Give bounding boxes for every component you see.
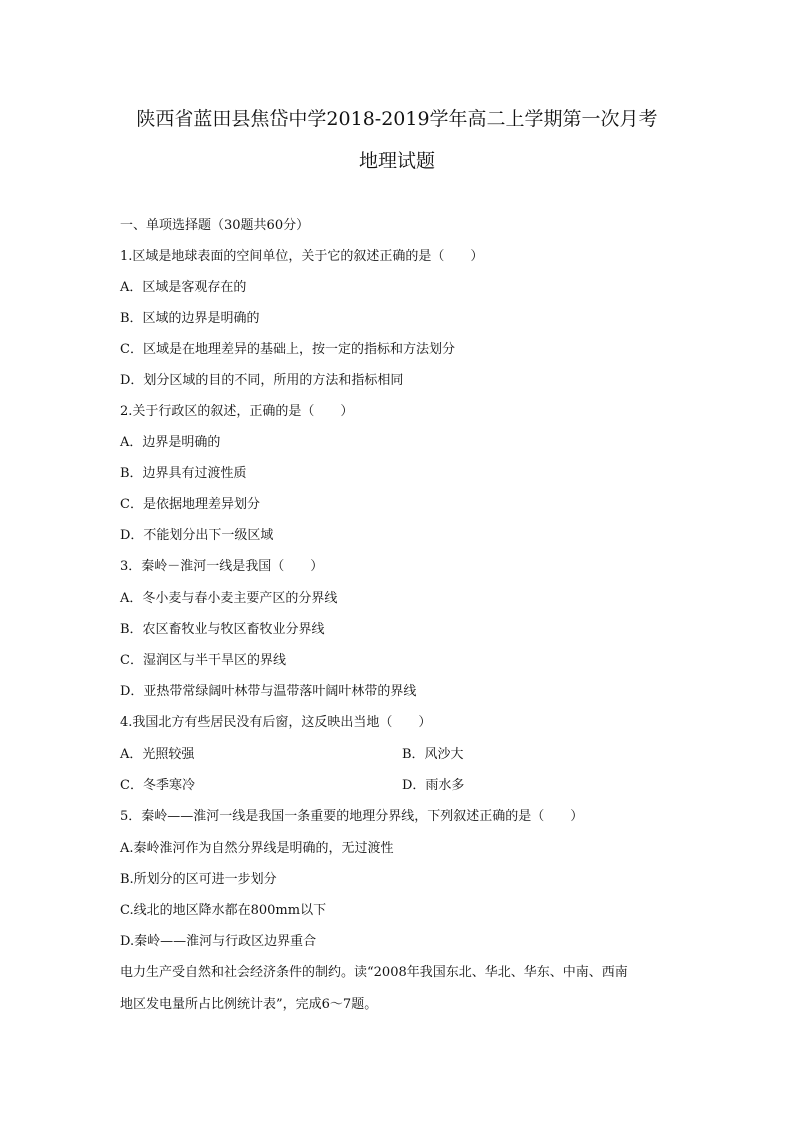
question-5-option-b: B.所划分的区可进一步划分 [120,872,277,887]
question-2-option-d: D．不能划分出下一级区域 [120,528,274,543]
exam-subject: 地理试题 [358,150,435,172]
question-2-option-a: A．边界是明确的 [120,435,221,450]
question-3-stem: 3．秦岭－淮河一线是我国（ ） [120,559,324,574]
question-2-option-b: B．边界具有过渡性质 [120,466,247,481]
question-1-option-c: C．区域是在地理差异的基础上，按一定的指标和方法划分 [120,342,455,357]
exam-title: 陕西省蓝田县焦岱中学2018-2019学年高二上学期第一次月考 [136,108,658,130]
question-5-stem: 5．秦岭——淮河一线是我国一条重要的地理分界线，下列叙述正确的是（ ） [120,809,584,824]
question-5-option-a: A.秦岭淮河作为自然分界线是明确的，无过渡性 [120,841,394,856]
question-1-option-d: D．划分区域的目的不同，所用的方法和指标相同 [120,373,404,388]
question-4-stem: 4.我国北方有些居民没有后窗，这反映出当地（ ） [120,715,432,730]
passage-line-1: 电力生产受自然和社会经济条件的制约。读“2008年我国东北、华北、华东、中南、西南 [120,965,628,980]
question-4-option-a: A．光照较强 [120,747,195,762]
question-2-stem: 2.关于行政区的叙述，正确的是（ ） [120,404,354,419]
passage-line-2: 地区发电量所占比例统计表”，完成6～7题。 [120,997,378,1012]
question-3-option-a: A．冬小麦与春小麦主要产区的分界线 [120,591,338,606]
question-4-option-b: B．风沙大 [402,747,464,762]
question-3-option-b: B．农区畜牧业与牧区畜牧业分界线 [120,622,325,637]
question-3-option-d: D．亚热带常绿阔叶林带与温带落叶阔叶林带的界线 [120,684,417,699]
question-1-option-a: A．区域是客观存在的 [120,280,247,295]
question-3-option-c: C．湿润区与半干旱区的界线 [120,653,286,668]
question-4-option-d: D．雨水多 [402,778,465,793]
question-5-option-c: C.线北的地区降水都在800mm以下 [120,903,327,918]
question-5-option-d: D.秦岭——淮河与行政区边界重合 [120,934,317,949]
question-1-stem: 1.区域是地球表面的空间单位，关于它的叙述正确的是（ ） [120,249,484,264]
section-heading: 一、单项选择题（30题共60分） [120,218,310,233]
question-2-option-c: C．是依据地理差异划分 [120,497,260,512]
question-1-option-b: B．区域的边界是明确的 [120,311,260,326]
question-4-option-c: C．冬季寒冷 [120,778,195,793]
